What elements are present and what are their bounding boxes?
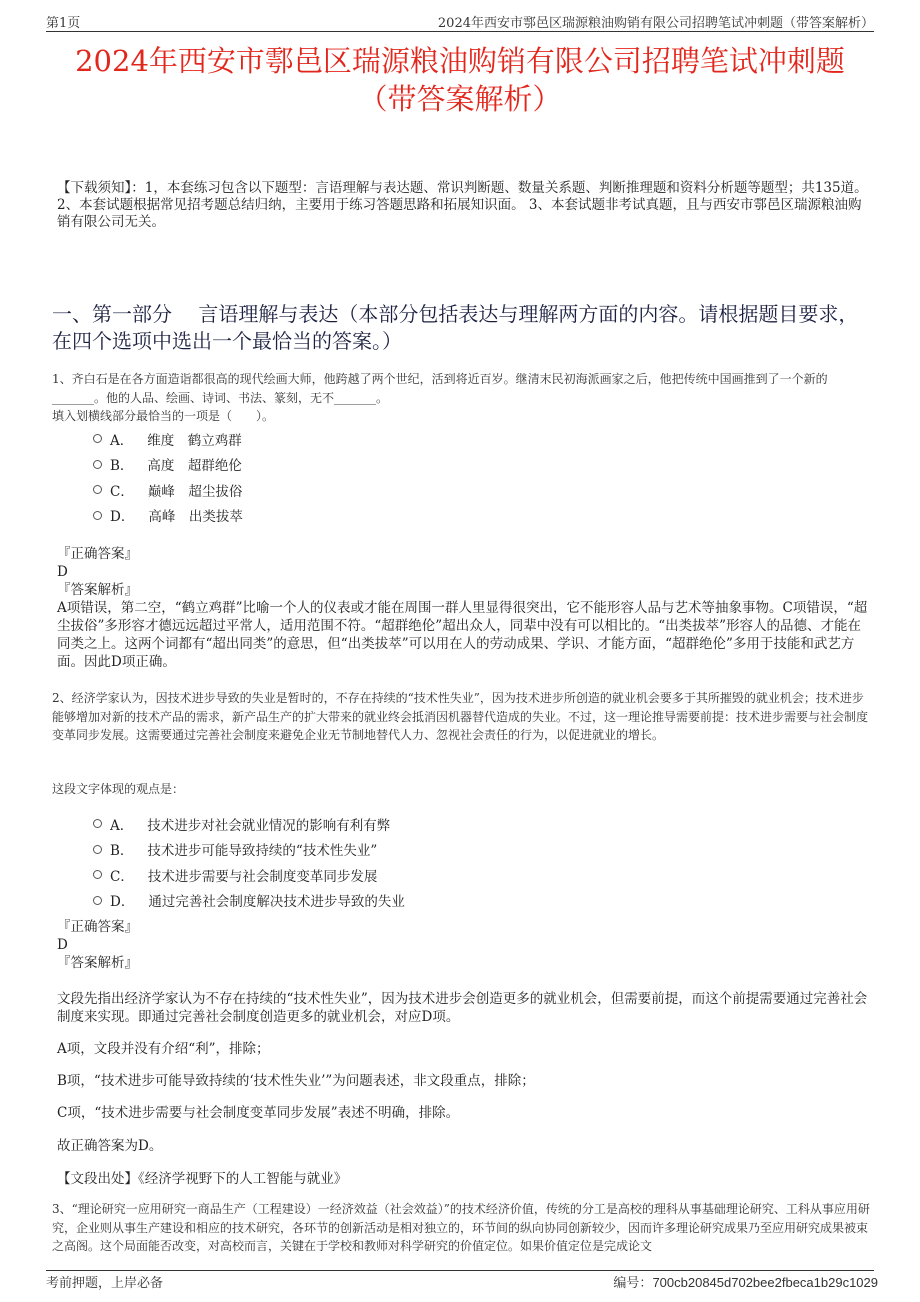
- code-label: 编号：: [613, 1276, 653, 1291]
- code-value: 700cb20845d702bee2fbeca1b29c1029: [652, 1275, 878, 1290]
- question-3-stem: 3、“理论研究一应用研究一商品生产（工程建设）一经济效益（社会效益）”的技术经济价值，传统的分工是高校的理科从事基础理论研究、工科从事应用研究，企业则从事生产建设和相应的技术研究，各环节的创新活动是相对独立的，环节间的纵向协同创新较少，因而许多理论研究成果乃至应用研究成果被束之高阁。这个局面能否改变，对高校而言，关键在于学校和教师对科学研究的价值定位。如果价值定位是完成论文: [52, 1202, 870, 1253]
- document-title: [40, 42, 880, 118]
- option-c[interactable]: [93, 862, 405, 888]
- footer-code: [613, 1272, 878, 1291]
- question-2-answer-block: [57, 918, 870, 972]
- title-line-2: （带答案解析）: [358, 82, 562, 116]
- option-d[interactable]: [93, 888, 405, 914]
- answer-value: D: [57, 937, 68, 953]
- option-letter: C．: [110, 483, 134, 500]
- radio-icon[interactable]: [93, 511, 102, 520]
- radio-icon[interactable]: [93, 434, 102, 443]
- option-text: 通过完善社会制度解决技术进步导致的失业: [148, 894, 405, 911]
- radio-icon[interactable]: [93, 870, 102, 879]
- question-2-options: [93, 811, 405, 913]
- option-a[interactable]: [93, 426, 243, 452]
- option-text: 维度 鹤立鸡群: [147, 432, 242, 449]
- answer-label: 『正确答案』: [57, 919, 138, 935]
- option-letter: B．: [110, 843, 134, 860]
- radio-icon[interactable]: [93, 896, 102, 905]
- option-letter: A．: [110, 432, 134, 449]
- option-text: 高峰 出类拔萃: [148, 509, 243, 526]
- page-number: 第1页: [46, 16, 81, 31]
- option-text: 技术进步对社会就业情况的影响有利有弊: [147, 817, 391, 834]
- radio-icon[interactable]: [93, 485, 102, 494]
- option-text: 技术进步需要与社会制度变革同步发展: [147, 868, 378, 885]
- option-letter: C．: [110, 868, 134, 885]
- option-letter: D．: [110, 894, 135, 911]
- answer-label: 『正确答案』: [57, 546, 138, 562]
- question-1-answer-block: [57, 545, 870, 671]
- question-2-stem: 2、经济学家认为，因技术进步导致的失业是暂时的，不存在持续的“技术性失业”，因为技术进步所创造的就业机会要多于其所摧毁的就业机会；技术进步能够增加对新的技术产品的需求，新产品生产的扩大带来的就业终会抵消因机器替代造成的失业。不过，这一理论推导需要前提：技术进步需要与社会制度变革同步发展。这需要通过完善社会制度来避免企业无节制地替代人力、忽视社会责任的行为，以促进就业的增长。: [52, 691, 869, 742]
- analysis-label: 『答案解析』: [57, 582, 138, 598]
- analysis-label: 『答案解析』: [57, 955, 138, 971]
- question-1-stem: 1、齐白石是在各方面造诣都很高的现代绘画大师，他跨越了两个世纪，活到将近百岁。继清末民初海派画家之后，他把传统中国画推到了一个新的_______。他的人品、绘画、诗词、书法、篆刻，无不_______。: [52, 372, 828, 405]
- question-2-analysis-paragraph-3: B项，“技术进步可能导致持续的‘技术性失业’”为问题表述，非文段重点，排除；: [57, 1073, 535, 1089]
- option-a[interactable]: [93, 811, 405, 837]
- option-text: 技术进步可能导致持续的“技术性失业”: [147, 843, 378, 860]
- answer-value: D: [57, 564, 68, 580]
- radio-icon[interactable]: [93, 845, 102, 854]
- question-2-analysis-paragraph-1: 文段先指出经济学家认为不存在持续的“技术性失业”，因为技术进步会创造更多的就业机会，但需要前提，而这个前提需要通过完善社会制度来实现。即通过完善社会制度创造更多的就业机会，对应D项。: [57, 991, 868, 1025]
- question-1-options: [93, 426, 243, 528]
- option-text: 高度 超群绝伦: [147, 458, 242, 475]
- option-letter: A．: [110, 817, 134, 834]
- question-2-analysis-conclusion: 故正确答案为D。: [57, 1138, 163, 1154]
- footer-divider: [46, 1270, 874, 1271]
- question-2-prompt: 这段文字体现的观点是：: [52, 782, 185, 796]
- option-text: 巅峰 超尘拔俗: [147, 483, 243, 500]
- option-c[interactable]: [93, 477, 243, 503]
- title-line-1: 2024年西安市鄠邑区瑞源粮油购销有限公司招聘笔试冲刺题: [75, 44, 845, 78]
- option-b[interactable]: [93, 837, 405, 863]
- option-d[interactable]: [93, 503, 243, 529]
- running-header-title: 2024年西安市鄠邑区瑞源粮油购销有限公司招聘笔试冲刺题（带答案解析）: [437, 16, 874, 31]
- analysis-text: A项错误，第二空，“鹤立鸡群”比喻一个人的仪表或才能在周围一群人里显得很突出，它不能形容人品与艺术等抽象事物。C项错误，“超尘拔俗”多形容才德远远超过平常人，适用范围不符。“超群绝伦”超出众人，同辈中没有可以相比的。“出类拔萃”形容人的品德、才能在同类之上。这两个词都有“超出同类”的意思，但“出类拔萃”可以用在人的劳动成果、学识、才能方面，“超群绝伦”多用于技能和武艺方面。因此D项正确。: [57, 600, 868, 670]
- download-notice: 【下载须知】：1，本套练习包含以下题型：言语理解与表达题、常识判断题、数量关系题、判断推理题和资料分析题等题型；共135道。 2、本套试题根据常见招考题总结归纳，主要用于练习答题思路和拓展知识面。 3、本套试题非考试真题，且与西安市鄠邑区瑞源粮油购销有限公司无关。: [57, 180, 868, 230]
- question-2-source: 【文段出处】《经济学视野下的人工智能与就业》: [57, 1171, 348, 1187]
- footer-slogan: 考前押题，上岸必备: [46, 1276, 164, 1291]
- question-1-prompt: 填入划横线部分最恰当的一项是（ ）。: [52, 409, 275, 423]
- header-divider: [46, 31, 874, 32]
- option-letter: B．: [110, 458, 134, 475]
- section-heading: 一、第一部分 言语理解与表达（本部分包括表达与理解两方面的内容。请根据题目要求，在四个选项中选出一个最恰当的答案。）: [52, 302, 859, 353]
- question-2-analysis-paragraph-4: C项，“技术进步需要与社会制度变革同步发展”表述不明确，排除。: [57, 1105, 460, 1121]
- radio-icon[interactable]: [93, 819, 102, 828]
- option-b[interactable]: [93, 452, 243, 478]
- question-2-analysis-paragraph-2: A项，文段并没有介绍“利”，排除；: [57, 1041, 270, 1057]
- option-letter: D．: [110, 509, 135, 526]
- radio-icon[interactable]: [93, 460, 102, 469]
